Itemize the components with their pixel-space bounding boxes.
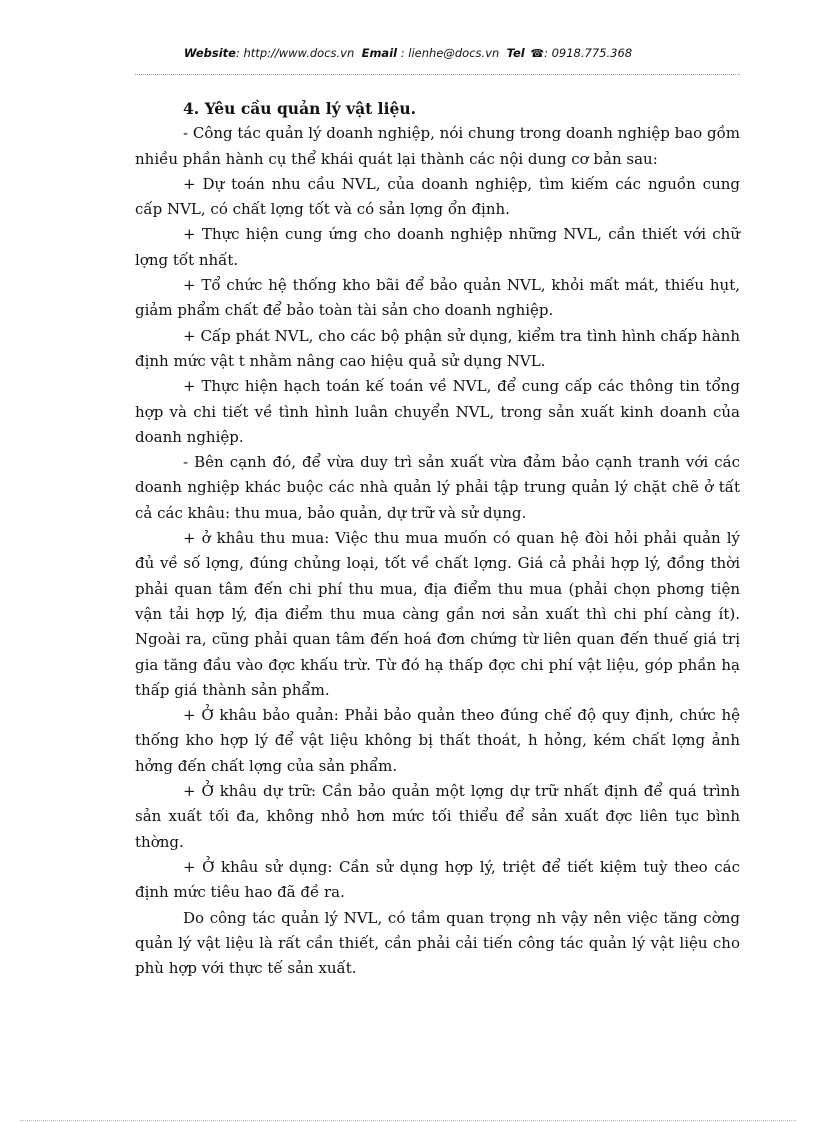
paragraph: + Ở khâu bảo quản: Phải bảo quản theo đúng chế độ quy định, chức hệ thống kho hợp lý để vật liệu không bị thất thoát, h hỏng, kém chất lợng ảnh hởng đến chất lợng của sản phẩm. (135, 706, 740, 775)
website-value: : http://www.docs.vn (235, 46, 355, 60)
email-label: Email (361, 46, 398, 60)
paragraph: + Tổ chức hệ thống kho bãi để bảo quản NVL, khỏi mất mát, thiếu hụt, giảm phẩm chất để bảo toàn tài sản cho doanh nghiệp. (135, 276, 740, 320)
paragraph: + Thực hiện cung ứng cho doanh nghiệp những NVL, cần thiết với chữ lợng tốt nhất. (135, 225, 740, 269)
phone-icon: ☎ (530, 47, 545, 60)
header-divider (135, 74, 740, 75)
paragraph: + Ở khâu sử dụng: Cần sử dụng hợp lý, triệt để tiết kiệm tuỳ theo các định mức tiêu hao đã đề ra. (135, 857, 740, 902)
footer-divider (20, 1120, 796, 1121)
tel-value: : 0918.775.368 (544, 46, 633, 60)
paragraph: + Cấp phát NVL, cho các bộ phận sử dụng, kiểm tra tình hình chấp hành định mức vật t nhằm nâng cao hiệu quả sử dụng NVL. (135, 326, 740, 370)
paragraph: + ở khâu thu mua: Việc thu mua muốn có quan hệ đòi hỏi phải quản lý đủ về số lợng, đúng chủng loại, tốt về chất lợng. Giá cả phải hợp lý, đồng thời phải quan tâm đến chi phí thu mua, địa điểm thu mua (phải chọn phơng tiện vận tải hợp lý, địa điểm thu mua càng gần nơi sản xuất thì chi phí càng ít). Ngoài ra, cũng phải quan tâm đến hoá đơn chứng từ liên quan đến thuế giá trị gia tăng đầu vào đợc khấu trừ. Từ đó hạ thấp đợc chi phí vật liệu, góp phần hạ thấp giá thành sản phẩm. (135, 529, 740, 699)
email-value: : lienhe@docs.vn (400, 46, 500, 60)
website-label: Website (183, 46, 236, 60)
tel-label: Tel (506, 46, 525, 60)
paragraph: - Bên cạnh đó, để vừa duy trì sản xuất vừa đảm bảo cạnh tranh với các doanh nghiệp khác buộc các nhà quản lý phải tập trung quản lý chặt chẽ ở tất cả các khâu: thu mua, bảo quản, dự trữ và sử dụng. (135, 453, 740, 522)
paragraph: Do công tác quản lý NVL, có tầm quan trọng nh vậy nên việc tăng cờng quản lý vật liệu là rất cần thiết, cần phải cải tiến công tác quản lý vật liệu cho phù hợp với thực tế sản xuất. (135, 908, 740, 978)
paragraph: + Dự toán nhu cầu NVL, của doanh nghiệp, tìm kiếm các nguồn cung cấp NVL, có chất lợng tốt và có sản lợng ổn định. (135, 174, 740, 219)
section-heading: 4. Yêu cầu quản lý vật liệu. (183, 99, 416, 118)
page-header (0, 46, 816, 60)
paragraph: + Thực hiện hạch toán kế toán về NVL, để cung cấp các thông tin tổng hợp và chi tiết về tình hình luân chuyển NVL, trong sản xuất kinh doanh của doanh nghiệp. (135, 377, 740, 446)
paragraph: + Ở khâu dự trữ: Cần bảo quản một lợng dự trữ nhất định để quá trình sản xuất tối đa, không nhỏ hơn mức tối thiểu để sản xuất đợc liên tục bình thờng. (135, 782, 740, 851)
paragraph: - Công tác quản lý doanh nghiệp, nói chung trong doanh nghiệp bao gồm nhiều phần hành cụ thể khái quát lại thành các nội dung cơ bản sau: (135, 124, 740, 168)
document-body (135, 96, 740, 981)
